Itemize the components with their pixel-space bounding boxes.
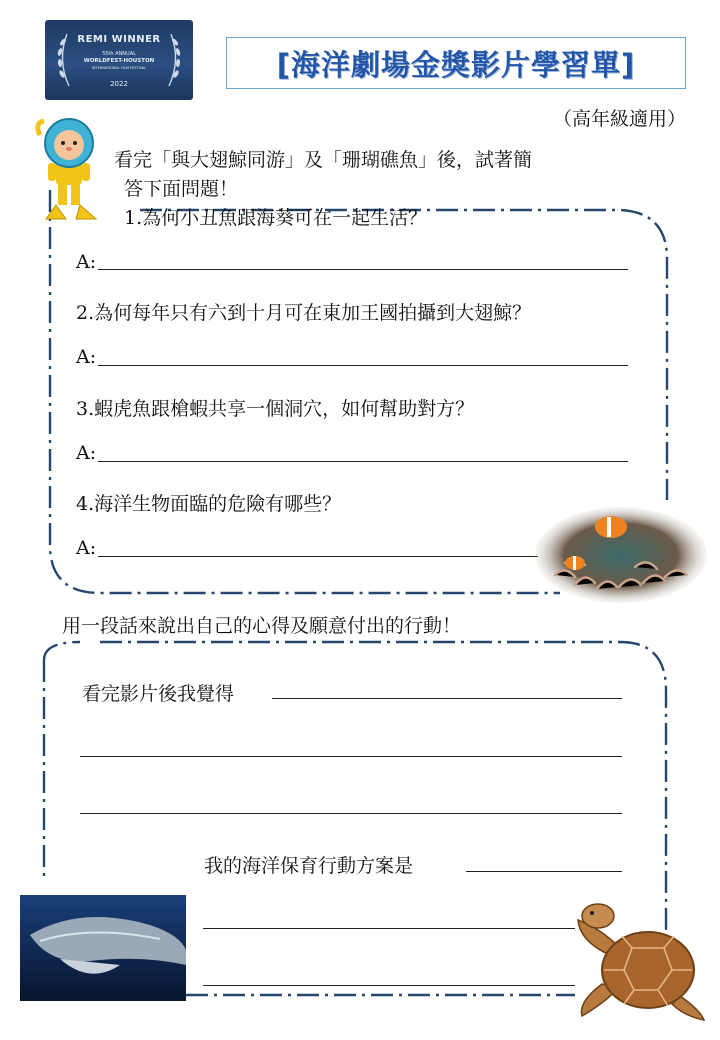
question-3: 3.蝦虎魚跟槍蝦共享一個洞穴，如何幫助對方？ <box>76 398 475 420</box>
answer-label-3: A: <box>76 442 97 464</box>
answer-label-1: A: <box>76 251 97 273</box>
award-year: 2022 <box>110 80 128 88</box>
page-title: [海洋劇場金獎影片學習單] <box>276 47 636 82</box>
answer-line-2[interactable] <box>98 365 628 366</box>
action-answer-line-1[interactable] <box>466 871 622 872</box>
award-line3: INTERNATIONAL FILM FESTIVAL <box>91 66 147 70</box>
answer-line-1[interactable] <box>98 269 628 270</box>
reflection-heading: 用一段話來說出自己的心得及願意付出的行動！ <box>62 615 462 637</box>
action-answer-line-3[interactable] <box>203 985 575 986</box>
award-winner-text: REMI WINNER <box>77 34 161 45</box>
diver-illustration <box>26 115 114 227</box>
answer-line-4[interactable] <box>98 556 538 557</box>
question-2: 2.為何每年只有六到十月可在東加王國拍攝到大翅鯨？ <box>76 302 532 324</box>
action-prompt: 我的海洋保育行動方案是 <box>204 855 414 877</box>
answer-label-4: A: <box>76 537 97 559</box>
action-answer-line-2[interactable] <box>203 928 575 929</box>
answer-label-2: A: <box>76 346 97 368</box>
feel-prompt: 看完影片後我覺得 <box>82 683 235 705</box>
intro-line1: 看完「與大翅鯨同游」及「珊瑚礁魚」後，試著簡 <box>114 149 533 171</box>
clownfish-photo <box>535 505 707 603</box>
turtle-illustration <box>572 898 710 1022</box>
question-4: 4.海洋生物面臨的危險有哪些？ <box>76 493 342 515</box>
award-line2: WORLDFEST-HOUSTON <box>83 58 155 64</box>
award-line1: 55th ANNUAL <box>102 51 136 57</box>
feel-answer-line-2[interactable] <box>80 756 622 757</box>
answer-line-3[interactable] <box>98 461 628 462</box>
whale-photo <box>20 895 186 1001</box>
feel-answer-line-3[interactable] <box>80 813 622 814</box>
feel-answer-line-1[interactable] <box>272 698 622 699</box>
intro-line2: 答下面問題！ <box>124 178 239 200</box>
grade-note: （高年級適用） <box>552 108 686 130</box>
question-1: 1.為何小丑魚跟海葵可在一起生活？ <box>124 207 428 229</box>
